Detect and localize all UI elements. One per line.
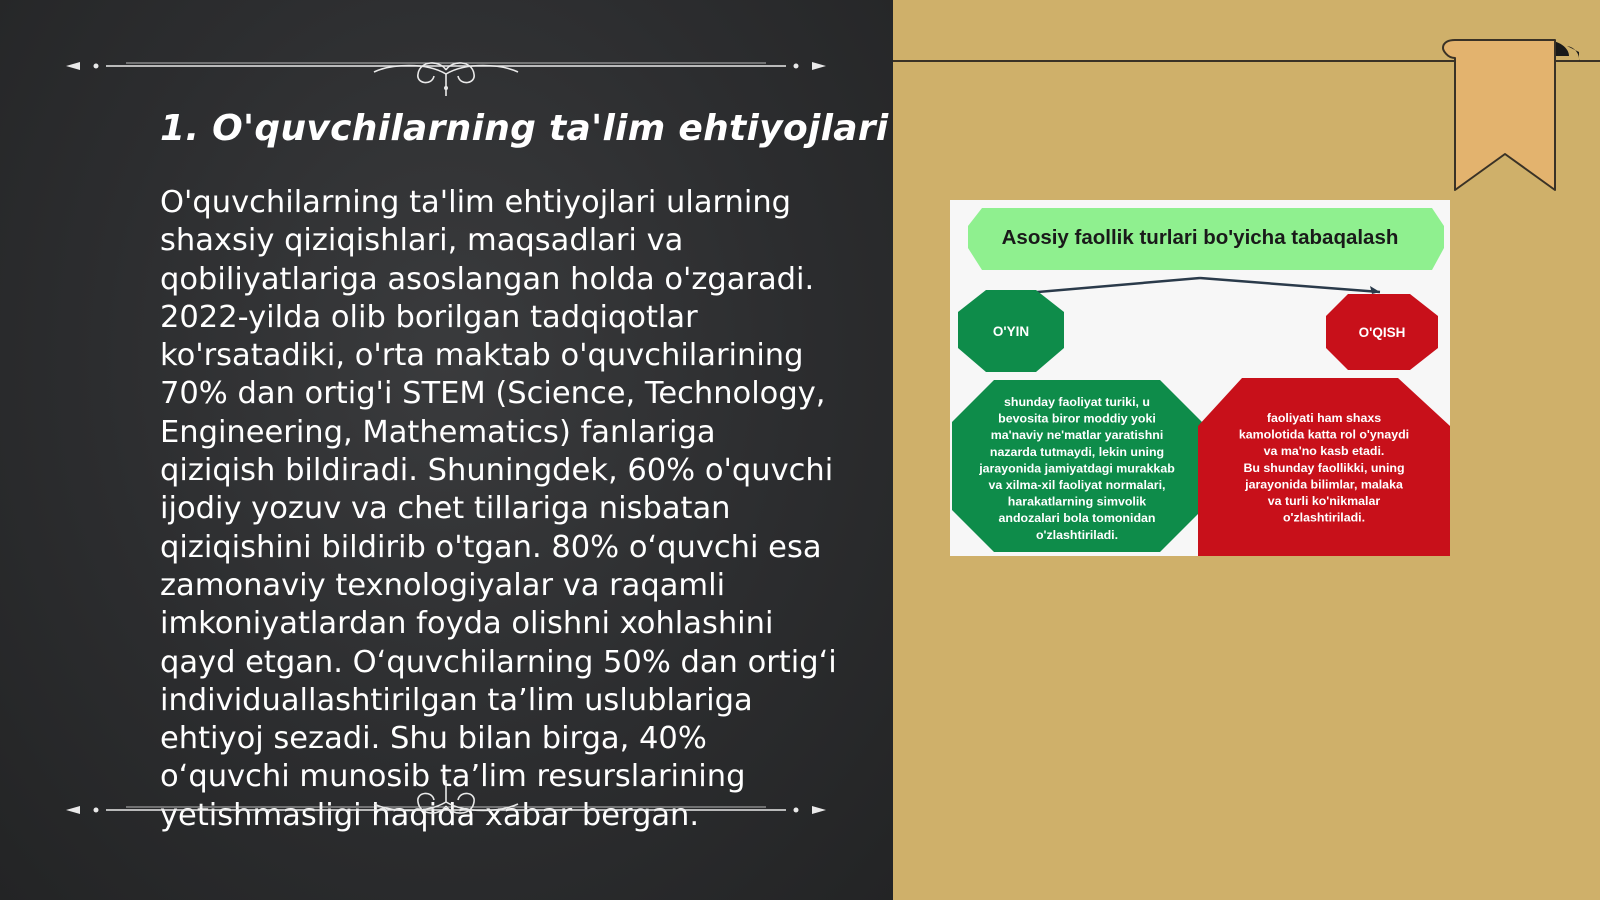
description-line: andozalari bola tomonidan bbox=[998, 511, 1156, 526]
ornament-divider-bottom bbox=[66, 780, 826, 840]
activity-classification-diagram bbox=[950, 200, 1450, 556]
description-line: bevosita biror moddiy yoki bbox=[998, 411, 1156, 426]
description-line: o'zlashtiriladi. bbox=[1282, 510, 1366, 525]
bookmark-ribbon-icon bbox=[1435, 36, 1585, 201]
description-line: harakatlarning simvolik bbox=[1007, 494, 1147, 509]
oyin-label: O'YIN bbox=[992, 324, 1030, 339]
description-line: o'zlashtiriladi. bbox=[1035, 527, 1119, 542]
description-line: faoliyati ham shaxs bbox=[1266, 411, 1382, 425]
oqish-label: O'QISH bbox=[1358, 325, 1406, 340]
description-line: nazarda tutmaydi, lekin uning bbox=[989, 444, 1165, 459]
slide-title: 1. O'quvchilarning ta'lim ehtiyojlari bbox=[160, 108, 889, 149]
description-line: jarayonida jamiyatdagi murakkab bbox=[979, 461, 1175, 476]
description-line: va turli ko'nikmalar bbox=[1267, 494, 1381, 508]
ornament-divider-top bbox=[66, 36, 826, 96]
description-line: va ma'no kasb etadi. bbox=[1263, 444, 1385, 459]
description-line: kamolotida katta rol o'ynaydi bbox=[1238, 427, 1410, 442]
description-line: ma'naviy ne'matlar yaratishni bbox=[990, 428, 1164, 443]
description-line: va xilma-xil faoliyat normalari, bbox=[988, 478, 1166, 492]
description-line: Bu shunday faollikki, uning bbox=[1243, 460, 1405, 475]
description-line: shunday faoliyat turiki, u bbox=[1004, 395, 1150, 409]
slide-body-text: O'quvchilarning ta'lim ehtiyojlari ularning shaxsiy qiziqishlari, maqsadlari va qobiliyatlariga asoslangan holda o'zgaradi. 2022-yilda olib borilgan tadqiqotlar ko'rsatadiki, o'rta maktab o'quvchilarining 70% dan ortig'i STEM (Science, Technology, Engineering, Mathematics) fanlariga qiziqish bildiradi. Shuningdek, 60% o'quvchi ijodiy yozuv va chet tillariga nisbatan qiziqishini bildirib o'tgan. 80% o‘quvchi esa zamonaviy texnologiyalar va raqamli imkoniyatlardan foyda olishni xohlashini qayd etgan. O‘quvchilarning 50% dan ortig‘i individuallashtirilgan ta’lim uslublariga ehtiyoj sezadi. Shu bilan birga, 40% o‘quvchi munosib ta’lim resurslarining yetishmasligi haqida xabar bergan. bbox=[160, 185, 837, 833]
oyin-description-text bbox=[978, 395, 1175, 542]
diagram-header-text: Asosiy faollik turlari bo'yicha tabaqalash bbox=[1001, 226, 1399, 249]
description-line: jarayonida bilimlar, malaka bbox=[1245, 477, 1403, 492]
